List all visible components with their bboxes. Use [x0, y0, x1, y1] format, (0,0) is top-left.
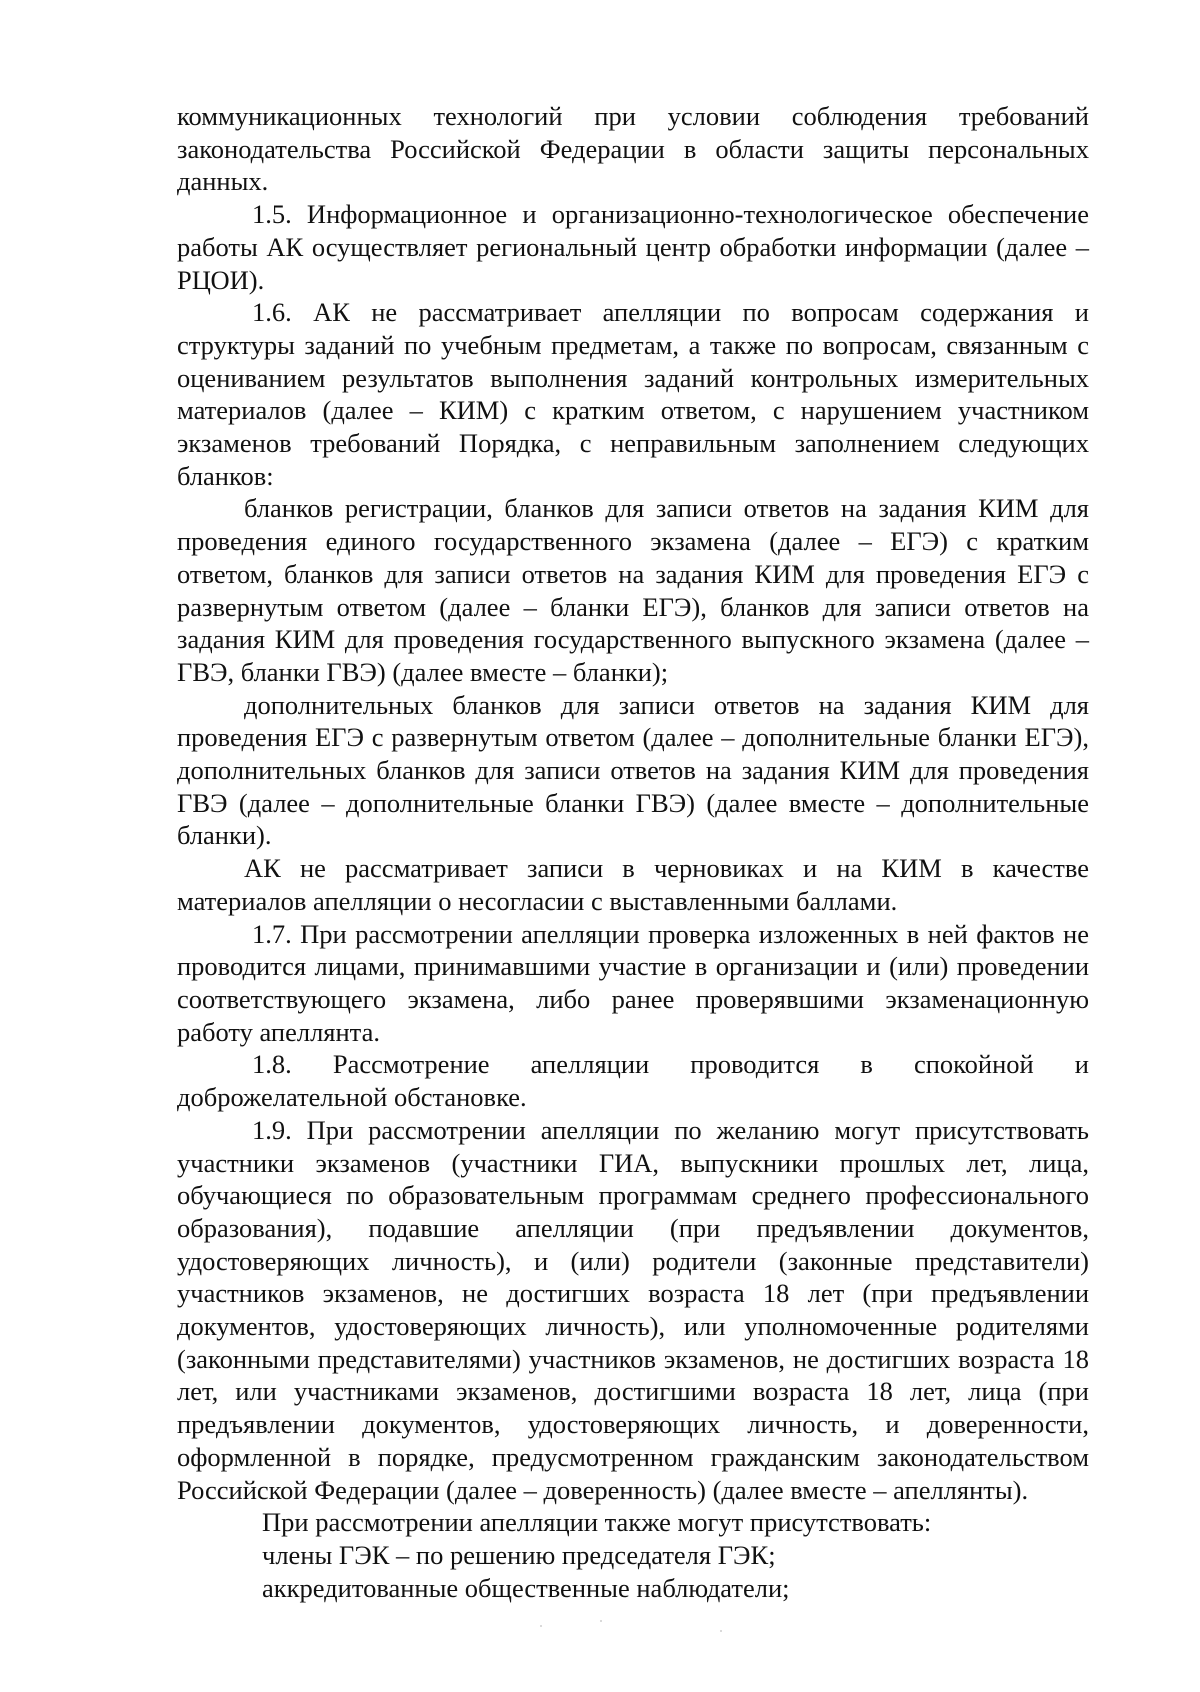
document-body	[177, 100, 1089, 1604]
list-item-gek-members: члены ГЭК – по решению председателя ГЭК;	[262, 1539, 776, 1570]
paragraph-1-6: 1.6. АК не рассматривает апелляции по вопросам содержания и структуры заданий по учебным предметам, а также по вопросам, связанным с оцениванием результатов выполнения заданий контрольных измерительных материалов (далее – КИМ) с кратким ответом, с нарушением участником экзаменов требований Порядка, с неправильным заполнением следующих бланков:	[177, 297, 1089, 491]
scan-noise-speck	[600, 1620, 602, 1622]
paragraph-1-7: 1.7. При рассмотрении апелляции проверка изложенных в ней фактов не проводится лицами, принимавшими участие в организации и (или) проведении соответствующего экзамена, либо ранее проверявшими экзаменационную работу апеллянта.	[177, 918, 1089, 1047]
paragraph-continuation: коммуникационных технологий при условии соблюдения требований законодательства Российской Федерации в области защиты персональных данных.	[177, 101, 1089, 197]
paragraph-drafts: АК не рассматривает записи в черновиках и на КИМ в качестве материалов апелляции о несогласии с выставленными баллами.	[177, 853, 1089, 916]
paragraph-also-present: При рассмотрении апелляции также могут присутствовать:	[262, 1507, 932, 1538]
paragraph-blanks-registration: бланков регистрации, бланков для записи ответов на задания КИМ для проведения единого государственного экзамена (далее – ЕГЭ) с кратким ответом, бланков для записи ответов на задания КИМ для проведения ЕГЭ с развернутым ответом (далее – бланки ЕГЭ), бланков для записи ответов на задания КИМ для проведения государственного выпускного экзамена (далее – ГВЭ, бланки ГВЭ) (далее вместе – бланки);	[177, 493, 1089, 687]
scan-noise-speck	[540, 1625, 542, 1627]
paragraph-1-9: 1.9. При рассмотрении апелляции по желанию могут присутствовать участники экзаменов (участники ГИА, выпускники прошлых лет, лица, обучающиеся по образовательным программам среднего профессионального образования), подавшие апелляции (при предъявлении документов, удостоверяющих личность), и (или) родители (законные представители) участников экзаменов, не достигших возраста 18 лет (при предъявлении документов, удостоверяющих личность), или уполномоченные родителями (законными представителями) участников экзаменов, не достигших возраста 18 лет, или участниками экзаменов, достигшими возраста 18 лет, лица (при предъявлении документов, удостоверяющих личность, и доверенности, оформленной в порядке, предусмотренном гражданским законодательством Российской Федерации (далее – доверенность) (далее вместе – апеллянты).	[177, 1114, 1089, 1505]
scan-noise-speck	[720, 1630, 722, 1632]
list-item-observers: аккредитованные общественные наблюдатели;	[262, 1572, 790, 1603]
paragraph-additional-blanks: дополнительных бланков для записи ответов на задания КИМ для проведения ЕГЭ с развернутым ответом (далее – дополнительные бланки ЕГЭ), дополнительных бланков для записи ответов на задания КИМ для проведения ГВЭ (далее – дополнительные бланки ГВЭ) (далее вместе – дополнительные бланки).	[177, 689, 1089, 851]
paragraph-1-8: 1.8. Рассмотрение апелляции проводится в спокойной и доброжелательной обстановке.	[177, 1049, 1089, 1113]
paragraph-1-5: 1.5. Информационное и организационно-технологическое обеспечение работы АК осуществляет региональный центр обработки информации (далее – РЦОИ).	[177, 199, 1089, 295]
